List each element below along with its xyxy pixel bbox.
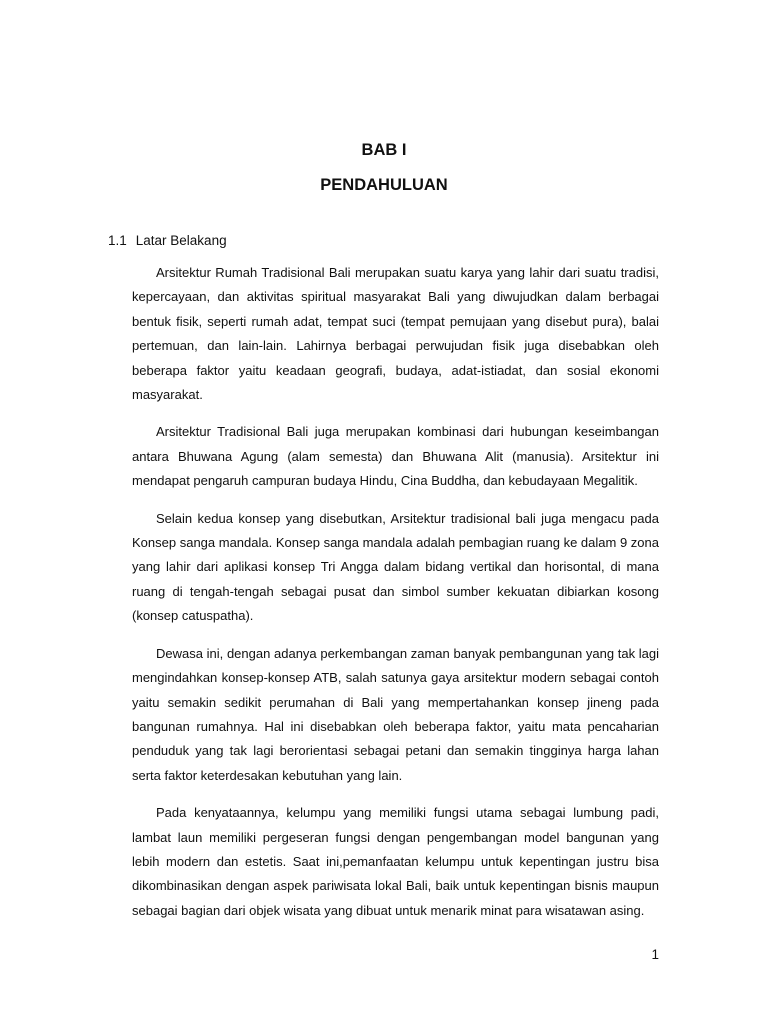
chapter-number: BAB I [361, 141, 407, 159]
chapter-title: PENDAHULUAN [320, 176, 448, 194]
section-title: Latar Belakang [135, 233, 227, 248]
body-text [132, 261, 659, 936]
paragraph: Selain kedua konsep yang disebutkan, Arsitektur tradisional bali juga mengacu pada Konsep sanga mandala. Konsep sanga mandala adalah pembagian ruang ke dalam 9 zona yang lahir dari aplikasi konsep Tri Angga dalam bidang vertikal dan horisontal, di mana ruang di tengah-tengah sebagai pusat dan simbol sumber kekuatan dibiarkan kosong (konsep catuspatha). [132, 510, 659, 624]
paragraph: Arsitektur Rumah Tradisional Bali merupakan suatu karya yang lahir dari suatu tradisi, kepercayaan, dan aktivitas spiritual masyarakat Bali yang diwujudkan dalam berbagai bentuk fisik, seperti rumah adat, tempat suci (tempat pemujaan yang disebut pura), balai pertemuan, dan lain-lain. Lahirnya berbagai perwujudan fisik juga disebabkan oleh beberapa faktor yaitu keadaan geografi, budaya, adat-istiadat, dan sosial ekonomi masyarakat. [132, 265, 659, 403]
page-number: 1 [651, 947, 659, 962]
paragraph: Dewasa ini, dengan adanya perkembangan zaman banyak pembangunan yang tak lagi mengindahkan konsep-konsep ATB, salah satunya gaya arsitektur modern sebagai contoh yaitu semakin sedikit perumahan di Bali yang mempertahankan konsep jineng pada bangunan rumahnya. Hal ini disebabkan oleh beberapa faktor, yaitu mata pencaharian penduduk yang tak lagi berorientasi sebagai petani dan semakin tingginya harga lahan serta faktor keterdesakan kebutuhan yang lain. [132, 645, 659, 783]
section-heading [108, 233, 227, 248]
section-number: 1.1 [108, 233, 127, 248]
paragraph: Arsitektur Tradisional Bali juga merupakan kombinasi dari hubungan keseimbangan antara Bhuwana Agung (alam semesta) dan Bhuwana Alit (manusia). Arsitektur ini mendapat pengaruh campuran budaya Hindu, Cina Buddha, dan kebudayaan Megalitik. [132, 424, 659, 489]
paragraph: Pada kenyataannya, kelumpu yang memiliki fungsi utama sebagai lumbung padi, lambat laun memiliki pergeseran fungsi dengan pengembangan model bangunan yang lebih modern dan estetis. Saat ini,pemanfaatan kelumpu untuk kepentingan justru bisa dikombinasikan dengan aspek pariwisata lokal Bali, baik untuk kepentingan bisnis maupun sebagai bagian dari objek wisata yang dibuat untuk menarik minat para wisatawan asing. [132, 805, 659, 918]
